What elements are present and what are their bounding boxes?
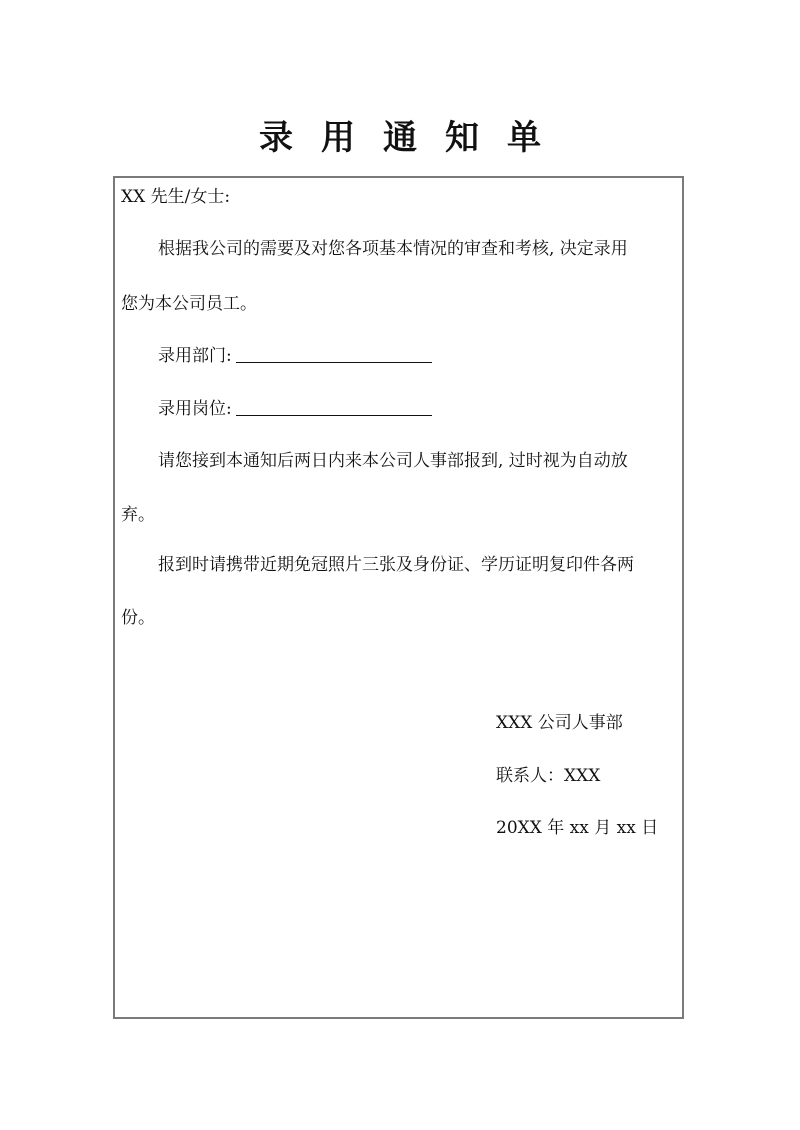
page-title: 录用通知单: [259, 118, 569, 158]
paragraph3-line1: 报到时请携带近期免冠照片三张及身份证、学历证明复印件各两: [158, 555, 634, 575]
paragraph1-line2: 您为本公司员工。: [121, 294, 257, 314]
paragraph3-line2: 份。: [121, 608, 155, 628]
signature-department: XXX 公司人事部: [496, 713, 623, 733]
greeting: XX 先生/女士:: [121, 187, 231, 207]
department-row: [158, 344, 432, 368]
position-row: [158, 397, 432, 421]
department-blank: [236, 344, 432, 363]
signature-contact: 联系人：XXX: [496, 766, 601, 786]
signature-date: 20XX 年 xx 月 xx 日: [496, 818, 659, 838]
department-label: 录用部门:: [158, 346, 232, 366]
position-label: 录用岗位:: [158, 399, 232, 419]
paragraph1-line1: 根据我公司的需要及对您各项基本情况的审查和考核, 决定录用: [158, 239, 628, 259]
paragraph2-line2: 弃。: [121, 505, 155, 525]
position-blank: [236, 397, 432, 416]
paragraph2-line1: 请您接到本通知后两日内来本公司人事部报到, 过时视为自动放: [158, 451, 628, 471]
